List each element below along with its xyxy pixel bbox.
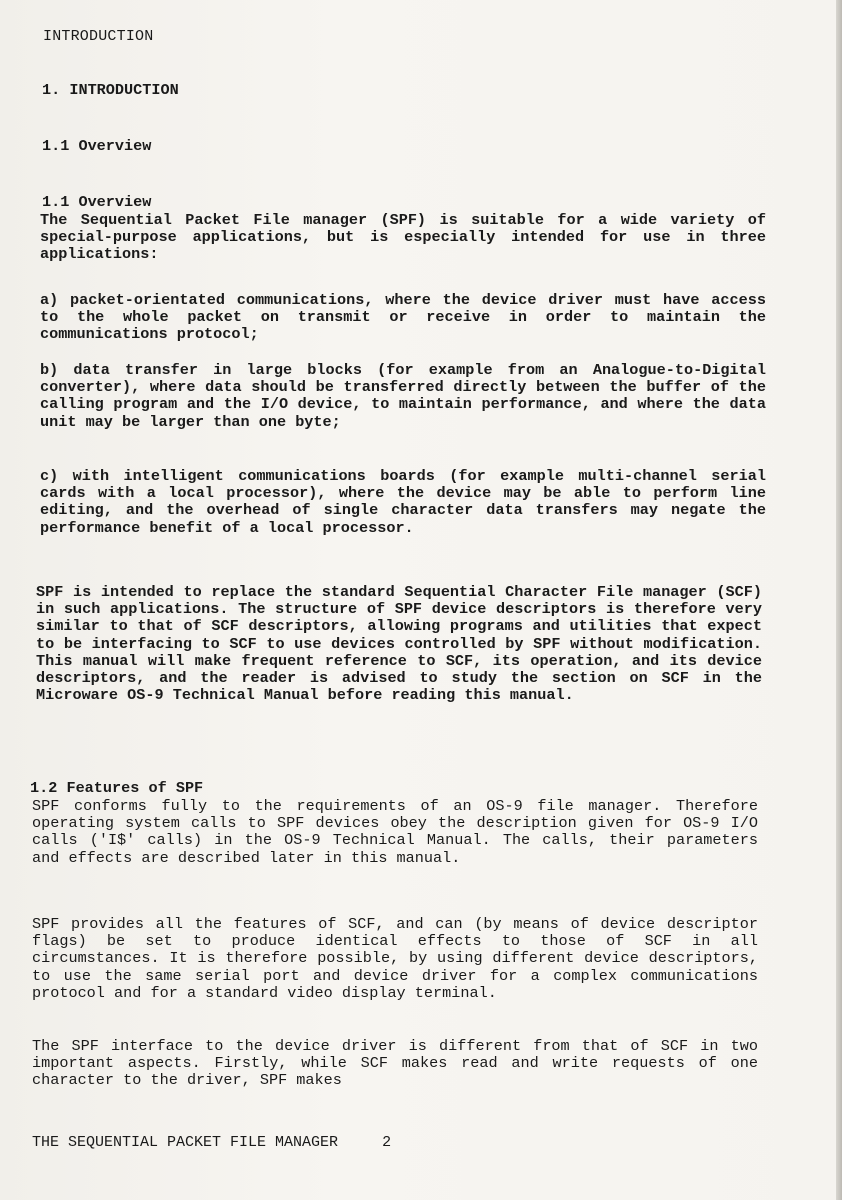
subsection-heading: 1.1 Overview <box>42 137 152 155</box>
section-heading: 1. INTRODUCTION <box>42 81 179 99</box>
footer-title: THE SEQUENTIAL PACKET FILE MANAGER <box>32 1134 339 1151</box>
intro-paragraph: The Sequential Packet File manager (SPF) is suitable for a wide variety of special-purpose applications, but is especially intended for use in three applications: <box>40 211 766 264</box>
subsection-heading: 1.2 Features of SPF <box>30 779 204 797</box>
subsection-heading: 1.1 Overview <box>42 193 152 211</box>
page-edge <box>836 0 842 1200</box>
provides-paragraph: SPF provides all the features of SCF, and can (by means of device descriptor flags) be set to produce identical effects to those of SCF in all circumstances. It is therefore possible, by using different device descriptors, to use the same serial port and device driver for a complex communications protocol and for a standard video display terminal. <box>32 915 758 1002</box>
interface-paragraph: The SPF interface to the device driver is different from that of SCF in two important aspects. Firstly, while SCF makes read and write requests of one character to the driver, SPF makes <box>32 1037 758 1090</box>
list-item-c: c) with intelligent communications boards (for example multi-channel serial cards with a local processor), where the device may be able to perform line editing, and the overhead of single character data transfers may negate the performance benefit of a local processor. <box>40 467 766 537</box>
page-footer <box>32 1134 391 1151</box>
list-item-a: a) packet-orientated communications, where the device driver must have access to the whole packet on transmit or receive in order to maintain the communications protocol; <box>40 291 766 344</box>
list-item-b: b) data transfer in large blocks (for example from an Analogue-to-Digital converter), where data should be transferred directly between the buffer of the calling program and the I/O device, to maintain performance, and where the data unit may be larger than one byte; <box>40 361 766 431</box>
replace-paragraph: SPF is intended to replace the standard Sequential Character File manager (SCF) in such applications. The structure of SPF device descriptors is therefore very similar to that of SCF descriptors, allowing programs and utilities that expect to be interfacing to SCF to use devices controlled by SPF without modification. This manual will make frequent reference to SCF, its operation, and its device descriptors, and the reader is advised to study the section on SCF in the Microware OS-9 Technical Manual before reading this manual. <box>36 583 762 705</box>
page-number: 2 <box>382 1134 392 1151</box>
running-header: INTRODUCTION <box>43 28 154 45</box>
conforms-paragraph: SPF conforms fully to the requirements of an OS-9 file manager. Therefore operating system calls to SPF devices obey the description given for OS-9 I/O calls ('I$' calls) in the OS-9 Technical Manual. The calls, their parameters and effects are described later in this manual. <box>32 797 758 867</box>
